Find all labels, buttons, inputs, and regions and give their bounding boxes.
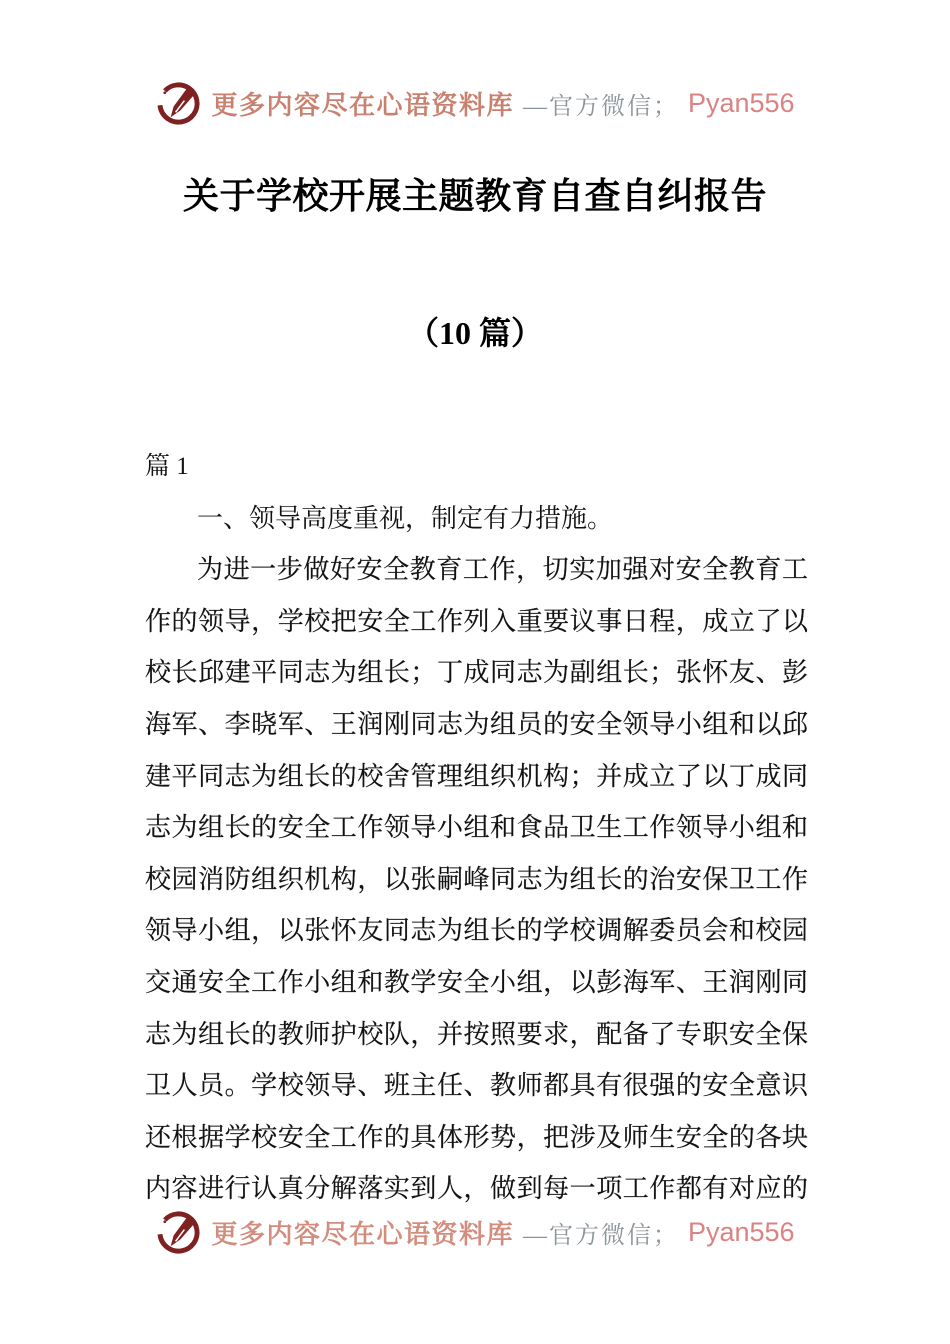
body-line: 志为组长的教师护校队，并按照要求，配备了专职安全保 [145,1019,808,1049]
page-title: 关于学校开展主题教育自查自纠报告 [182,176,767,216]
body-line: 海军、李晓军、王润刚同志为组员的安全领导小组和以邱 [145,709,808,739]
body-line: 卫人员。学校领导、班主任、教师都具有很强的安全意识 [145,1071,808,1101]
article-heading: 一、领导高度重视，制定有力措施。 [197,503,614,533]
body-line: 校园消防组织机构，以张嗣峰同志为组长的治安保卫工作 [145,864,808,894]
body-line: 内容进行认真分解落实到人，做到每一项工作都有对应的 [145,1174,808,1204]
header-brand [0,77,950,129]
body-line: 建平同志为组长的校舍管理组织机构；并成立了以丁成同 [145,761,808,791]
page-subtitle: （10 篇） [406,315,543,351]
brand-main-text: 更多内容尽在心语资料库 [211,90,514,120]
brand-logo-icon [155,80,202,127]
section-label: 篇 1 [145,453,189,480]
body-line: 领导小组，以张怀友同志为组长的学校调解委员会和校园 [145,916,808,946]
footer-brand [0,1206,950,1258]
brand-logo-icon [155,1209,202,1256]
brand-wechat-id: Pyan556 [687,87,795,118]
body-line: 为进一步做好安全教育工作，切实加强对安全教育工 [197,555,808,585]
brand-wechat-id: Pyan556 [687,1216,795,1247]
body-line: 交通安全工作小组和教学安全小组，以彭海军、王润刚同 [145,967,808,997]
body-line: 校长邱建平同志为组长；丁成同志为副组长；张怀友、彭 [145,658,808,688]
brand-wechat-label: —官方微信； [522,93,679,120]
body-line: 还根据学校安全工作的具体形势，把涉及师生安全的各块 [145,1122,808,1152]
brand-main-text: 更多内容尽在心语资料库 [211,1219,514,1249]
brand-wechat-label: —官方微信； [522,1222,679,1249]
body-line: 作的领导，学校把安全工作列入重要议事日程，成立了以 [145,606,808,636]
body-line: 志为组长的安全工作领导小组和食品卫生工作领导小组和 [145,813,808,843]
article-body [145,441,808,1215]
